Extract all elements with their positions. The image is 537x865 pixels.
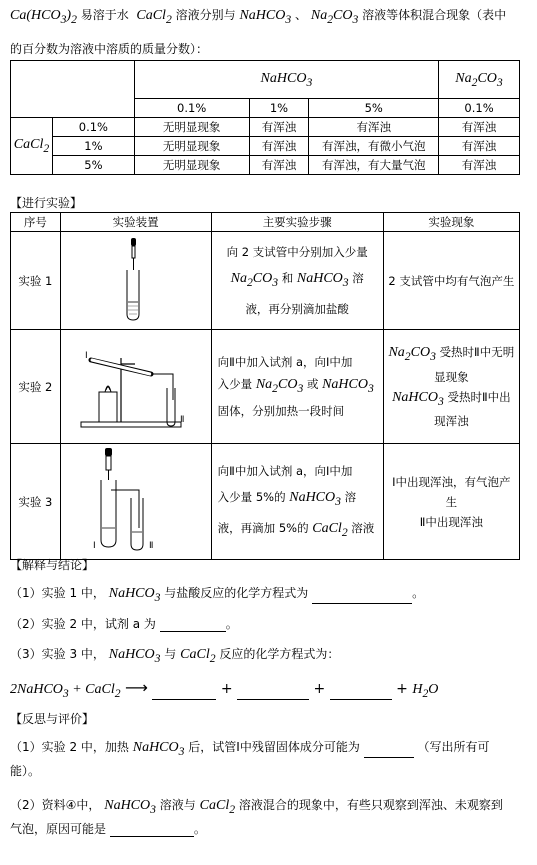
answer-blank[interactable] (110, 836, 194, 837)
table-cell: 有浑浊 (249, 156, 309, 175)
answer-blank[interactable] (160, 631, 226, 632)
table-cell: 有浑浊 (439, 137, 520, 156)
reflection-2-line-2 (10, 820, 206, 837)
result-2: $Na_2CO_3$ 受热时Ⅱ中无明 显现象 NaHCO$_3$ 受热时Ⅱ中出 现浑浊 (383, 330, 519, 444)
header-result: 实验现象 (383, 213, 519, 232)
reflection-1: （1）实验 2 中，加热 NaHCO$_3$ 后，试管Ⅰ中残留固体成分可能为 （写出所有可 (10, 740, 490, 758)
formula-cacl2: CaCl$_2$ (136, 8, 172, 26)
header-id: 序号 (11, 213, 61, 232)
step-text: $Na_2CO_3$ 和 NaHCO$_3$ 溶 (230, 271, 364, 289)
table-cell: 无明显现象 (134, 118, 249, 137)
table-cell: 有浑浊 (309, 118, 439, 137)
intro-line-2: 的百分数为溶液中溶质的质量分数）： (10, 42, 209, 56)
result-text: 显现象 (434, 369, 469, 384)
table-cell: 有浑浊 (439, 156, 520, 175)
section-conclusion: 【解释与结论】 (10, 558, 95, 572)
question-text: （写出所有可 (417, 740, 490, 754)
question-text: 后，试管Ⅰ中残留固体成分可能为 (188, 740, 360, 754)
row-conc: 5% (52, 156, 134, 175)
step-text: 溶 (344, 489, 357, 504)
tube-label-2: Ⅱ (179, 415, 185, 425)
step-text: 液，再滴加 5%的 CaCl$_2$ 溶液 (217, 520, 375, 539)
table-cell: 有浑浊 (249, 118, 309, 137)
step-text: 入少量 5%的 (217, 489, 286, 504)
table-cell: 无明显现象 (134, 156, 249, 175)
question-text: 反应的化学方程式为： (219, 647, 340, 661)
step-text: 向Ⅱ中加入试剂 a，向Ⅰ中加 (217, 355, 353, 370)
table-cell: 无明显现象 (134, 137, 249, 156)
result-3 (383, 444, 519, 560)
question-text: 与 (164, 647, 177, 661)
header-apparatus: 实验装置 (60, 213, 211, 232)
test-tube-dropper-image (61, 232, 211, 326)
intro-text: 易溶于水 (80, 8, 129, 22)
punct: 。 (193, 822, 206, 836)
formula-nahco3: NaHCO$_3$ (239, 8, 292, 26)
section-experiment: 【进行实验】 (10, 196, 83, 210)
plus-sign: + (313, 681, 326, 697)
equation-blank[interactable] (237, 699, 309, 700)
reflection-1-line-2: 能）。 (10, 764, 41, 778)
intro-line-1 (10, 6, 506, 26)
steps-3 (211, 444, 383, 560)
step-text: 液，再分别滴加盐酸 (245, 301, 349, 316)
formula-na2co3: $Na_2CO_3$ (310, 8, 359, 26)
question-text: （2）资料④中， (10, 798, 101, 812)
plus-sign: + (220, 681, 233, 697)
arrow-icon: ⟶ (125, 678, 148, 697)
intro-text: 溶液分别与 (175, 8, 236, 22)
punct: 。 (225, 617, 238, 631)
conc-header: 0.1% (439, 99, 520, 118)
header-steps: 主要实验步骤 (211, 213, 383, 232)
answer-blank[interactable] (364, 757, 414, 758)
question-text: （1）实验 2 中，加热 (10, 740, 129, 754)
question-text: 溶液混合的现象中，有些只观察到浑浊、未观察到 (238, 798, 503, 812)
exp-id: 实验 2 (11, 330, 61, 444)
conc-header: 1% (249, 99, 309, 118)
result-text: Ⅱ中出现浑浊 (419, 514, 483, 529)
equation-h2o: $H_2O$ (412, 682, 439, 700)
result-text: 现浑浊 (434, 414, 469, 429)
question-text: 与盐酸反应的化学方程式为 (164, 586, 309, 600)
reflection-2: （2）资料④中， NaHCO$_3$ 溶液与 CaCl$_2$ 溶液混合的现象中，有些只观察到浑浊、未观察到 (10, 798, 503, 816)
formula-ca-hco3-2: $Ca(HCO_3)_2$ (10, 8, 77, 26)
table-cell: 有浑浊 (439, 118, 520, 137)
steps-2 (211, 330, 383, 444)
col-header-nahco3: NaHCO$_3$ (134, 61, 438, 99)
table-corner (11, 61, 135, 118)
question-1: （1）实验 1 中， NaHCO$_3$ 与盐酸反应的化学方程式为 。 (10, 586, 425, 604)
step-text: 和 (281, 271, 294, 286)
step-text: 入少量 $Na_2CO_3$ 或 NaHCO$_3$ (217, 377, 374, 395)
question-3: （3）实验 3 中， NaHCO$_3$ 与 CaCl$_2$ 反应的化学方程式为： (10, 647, 340, 665)
row-conc: 0.1% (52, 118, 134, 137)
row-conc: 1% (52, 137, 134, 156)
table-cell: 有浑浊，有大量气泡 (309, 156, 439, 175)
equation-blank[interactable] (330, 699, 392, 700)
equation (10, 678, 438, 700)
plus-sign: + (396, 681, 408, 697)
apparatus-3 (60, 444, 211, 560)
result-text: Ⅰ中出现浑浊，有气泡产 (392, 474, 511, 489)
apparatus-2 (60, 330, 211, 444)
exp-id: 实验 3 (11, 444, 61, 560)
table-cell: 有浑浊，有微小气泡 (309, 137, 439, 156)
answer-blank[interactable] (312, 603, 412, 604)
step-text: 或 (306, 377, 319, 392)
intro-text: 溶液等体积混合现象（表中 (362, 8, 507, 22)
result-text: 受热时Ⅱ中出 (447, 389, 511, 404)
section-reflection: 【反思与评价】 (10, 712, 95, 726)
question-text: （2）实验 2 中，试剂 a 为 (10, 617, 156, 631)
solubility-table (10, 60, 520, 175)
equation-blank[interactable] (152, 699, 216, 700)
step-text: 溶液 (351, 520, 375, 535)
result-1: 2 支试管中均有气泡产生 (383, 232, 519, 330)
conc-header: 5% (309, 99, 439, 118)
heating-apparatus-image (61, 330, 211, 440)
result-text: 受热时Ⅱ中无明 (439, 344, 515, 359)
col-header-na2co3: $Na_2CO_3$ (439, 61, 520, 99)
question-text: 气泡，原因可能是 (10, 822, 107, 836)
tube-label-2: Ⅱ (148, 541, 154, 551)
experiment-table (10, 212, 520, 560)
step-text: 液，再滴加 5%的 (217, 520, 309, 535)
table-cell: 有浑浊 (249, 137, 309, 156)
step-text: 入少量 5%的 NaHCO$_3$ 溶 (217, 489, 357, 508)
punct: 。 (412, 586, 425, 600)
tube-label-1: Ⅰ (92, 541, 96, 551)
tube-label-1: Ⅰ (84, 351, 88, 361)
row-header-cacl2: CaCl$_2$ (11, 118, 53, 175)
equation-left: 2NaHCO$_3$ + CaCl$_2$ (10, 682, 121, 700)
question-text: （1）实验 1 中， (10, 586, 105, 600)
question-2 (10, 615, 238, 632)
steps-1 (211, 232, 383, 330)
step-text: 向 2 支试管中分别加入少量 (226, 245, 368, 260)
two-tube-apparatus-image (61, 444, 211, 556)
question-text: 溶液与 (159, 798, 196, 812)
step-text: 入少量 (217, 377, 253, 392)
apparatus-1 (60, 232, 211, 330)
result-text: 生 (445, 494, 458, 509)
question-text: （3）实验 3 中， (10, 647, 105, 661)
conc-header: 0.1% (134, 99, 249, 118)
step-text: 溶 (352, 271, 364, 286)
step-text: 固体，分别加热一段时间 (217, 403, 345, 418)
exp-id: 实验 1 (11, 232, 61, 330)
step-text: 向Ⅱ中加入试剂 a，向Ⅰ中加 (217, 463, 353, 478)
separator: 、 (295, 8, 308, 22)
